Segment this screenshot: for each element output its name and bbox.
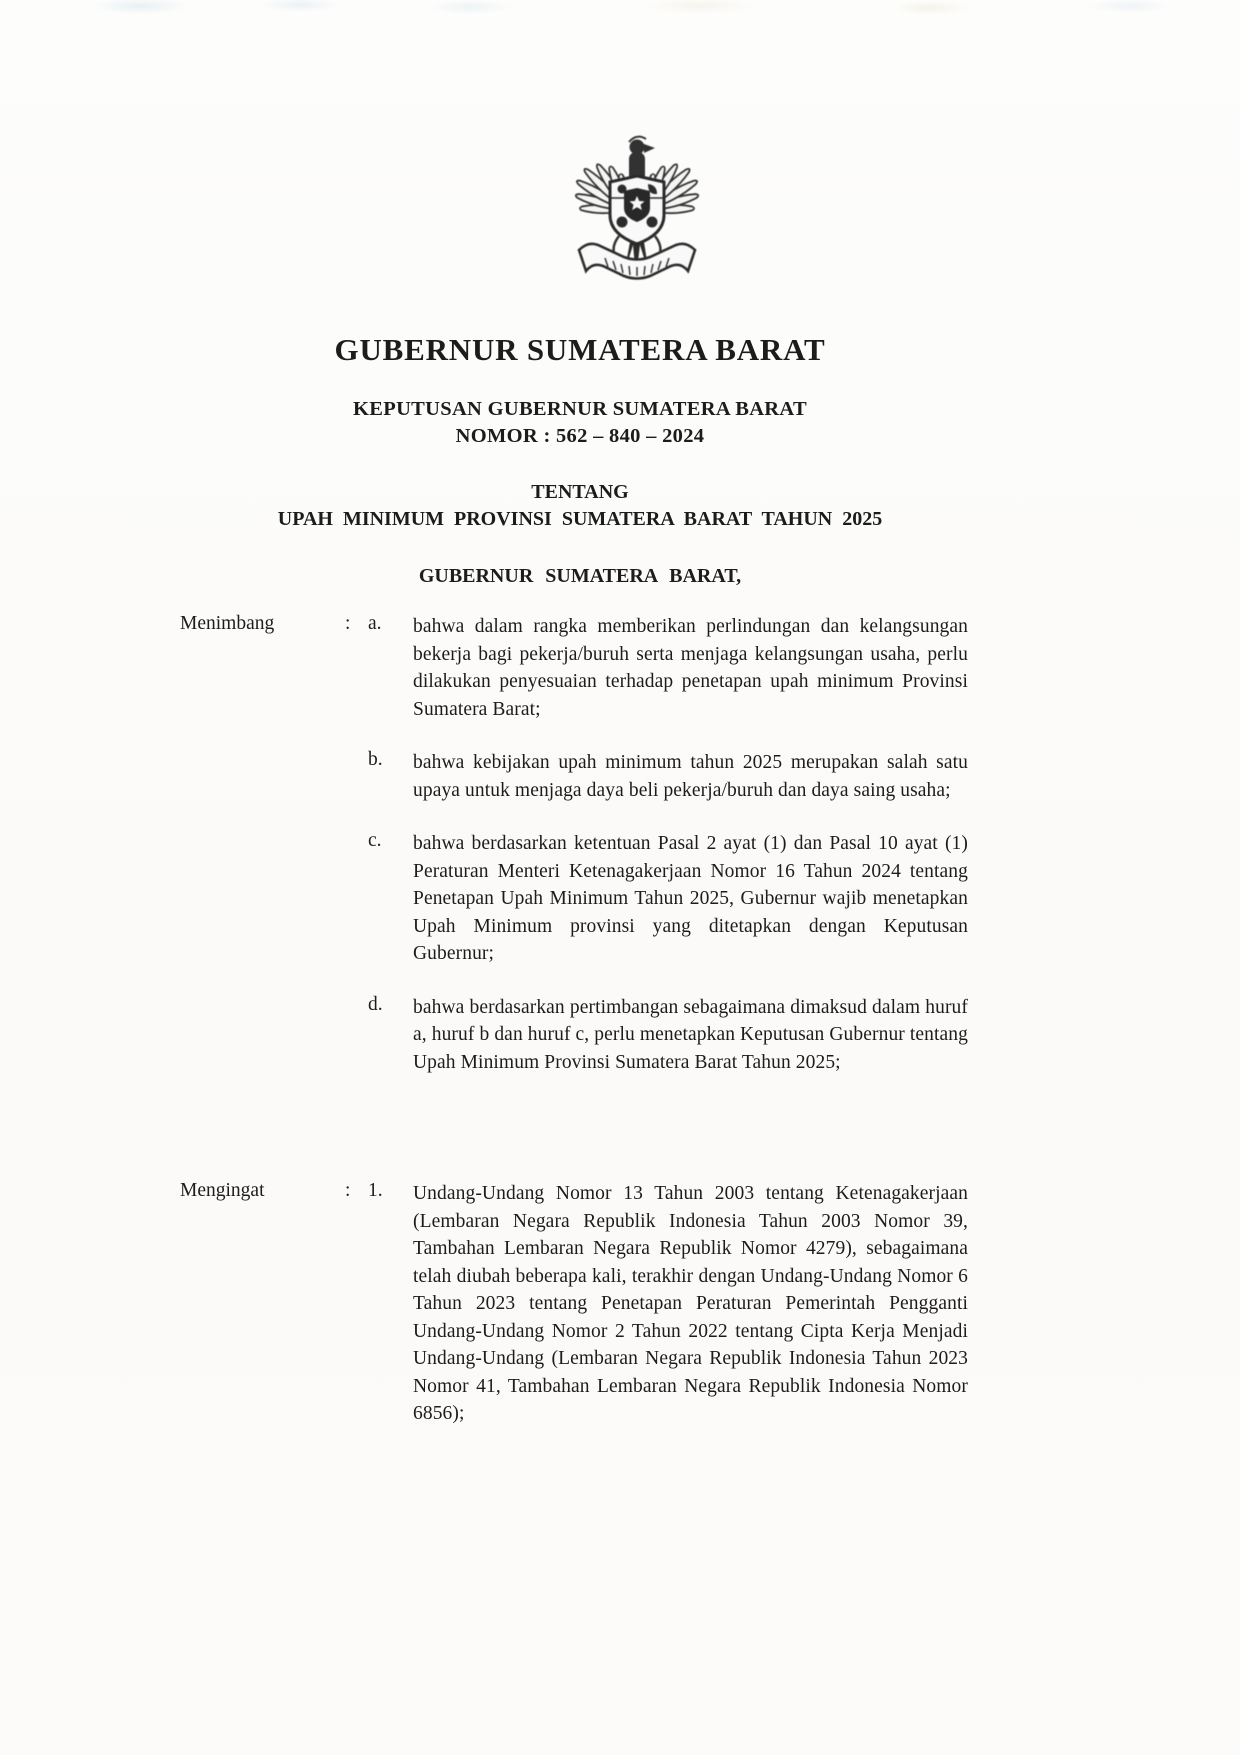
garuda-icon (567, 128, 707, 290)
clause-item (368, 1180, 968, 1428)
item-text: bahwa berdasarkan pertimbangan sebagaimana dimaksud dalam huruf a, huruf b dan huruf c, perlu menetapkan Keputusan Gubernur tentang Upah Minimum Provinsi Sumatera Barat Tahun 2025; (413, 996, 968, 1073)
colon-separator: : (345, 613, 351, 634)
subject-title: UPAH MINIMUM PROVINSI SUMATERA BARAT TAHUN 2025 (277, 508, 883, 530)
considering-label: Menimbang (180, 613, 275, 634)
clause-item (368, 994, 968, 1077)
considering-items (368, 613, 968, 1076)
legal-basis-label: Mengingat (180, 1180, 265, 1201)
issuer-salutation: GUBERNUR SUMATERA BARAT, (418, 565, 742, 587)
scan-artifacts (0, 0, 1240, 46)
item-text: Undang-Undang Nomor 13 Tahun 2003 tentang Ketenagakerjaan (Lembaran Negara Republik Indonesia Tahun 2003 Nomor 39, Tambahan Lembaran Negara Republik Nomor 4279), sebagaimana telah diubah beberapa kali, terakhir dengan Undang-Undang Nomor 6 Tahun 2023 tentang Penetapan Peraturan Pemerintah Pengganti Undang-Undang Nomor 2 Tahun 2022 tentang Cipta Kerja Menjadi Undang-Undang (Lembaran Negara Republik Indonesia Tahun 2023 Nomor 41, Tambahan Lembaran Negara Republik Indonesia Nomor 6856); (413, 1183, 968, 1424)
decree-title: KEPUTUSAN GUBERNUR SUMATERA BARAT (353, 398, 807, 420)
clause-item (368, 749, 968, 804)
decree-number: NOMOR : 562 – 840 – 2024 (455, 425, 705, 447)
garuda-pancasila-emblem (567, 128, 707, 290)
clause-item (368, 613, 968, 723)
item-marker: b. (368, 749, 383, 770)
item-marker: a. (368, 613, 382, 634)
item-text: bahwa dalam rangka memberikan perlindungan dan kelangsungan bekerja bagi pekerja/buruh serta menjaga kelangsungan usaha, perlu dilakukan penyesuaian terhadap penetapan upah minimum Provinsi Sumatera Barat; (413, 616, 968, 720)
item-marker: c. (368, 830, 382, 851)
considering-section (180, 613, 968, 1076)
item-text: bahwa berdasarkan ketentuan Pasal 2 ayat (1) dan Pasal 10 ayat (1) Peraturan Menteri Ketenagakerjaan Nomor 16 Tahun 2024 tentang Penetapan Upah Minimum Tahun 2025, Gubernur wajib menetapkan Upah Minimum provinsi yang ditetapkan dengan Keputusan Gubernur; (413, 833, 968, 964)
item-marker: d. (368, 993, 383, 1015)
item-text: bahwa kebijakan upah minimum tahun 2025 merupakan salah satu upaya untuk menjaga daya beli pekerja/buruh dan daya saing usaha; (413, 752, 968, 801)
colon-separator: : (345, 1180, 351, 1201)
legal-basis-section (180, 1180, 968, 1428)
about-label: TENTANG (531, 481, 629, 503)
legal-basis-items (368, 1180, 968, 1428)
clause-item (368, 830, 968, 968)
item-marker: 1. (368, 1180, 383, 1201)
agency-title: GUBERNUR SUMATERA BARAT (334, 332, 826, 367)
